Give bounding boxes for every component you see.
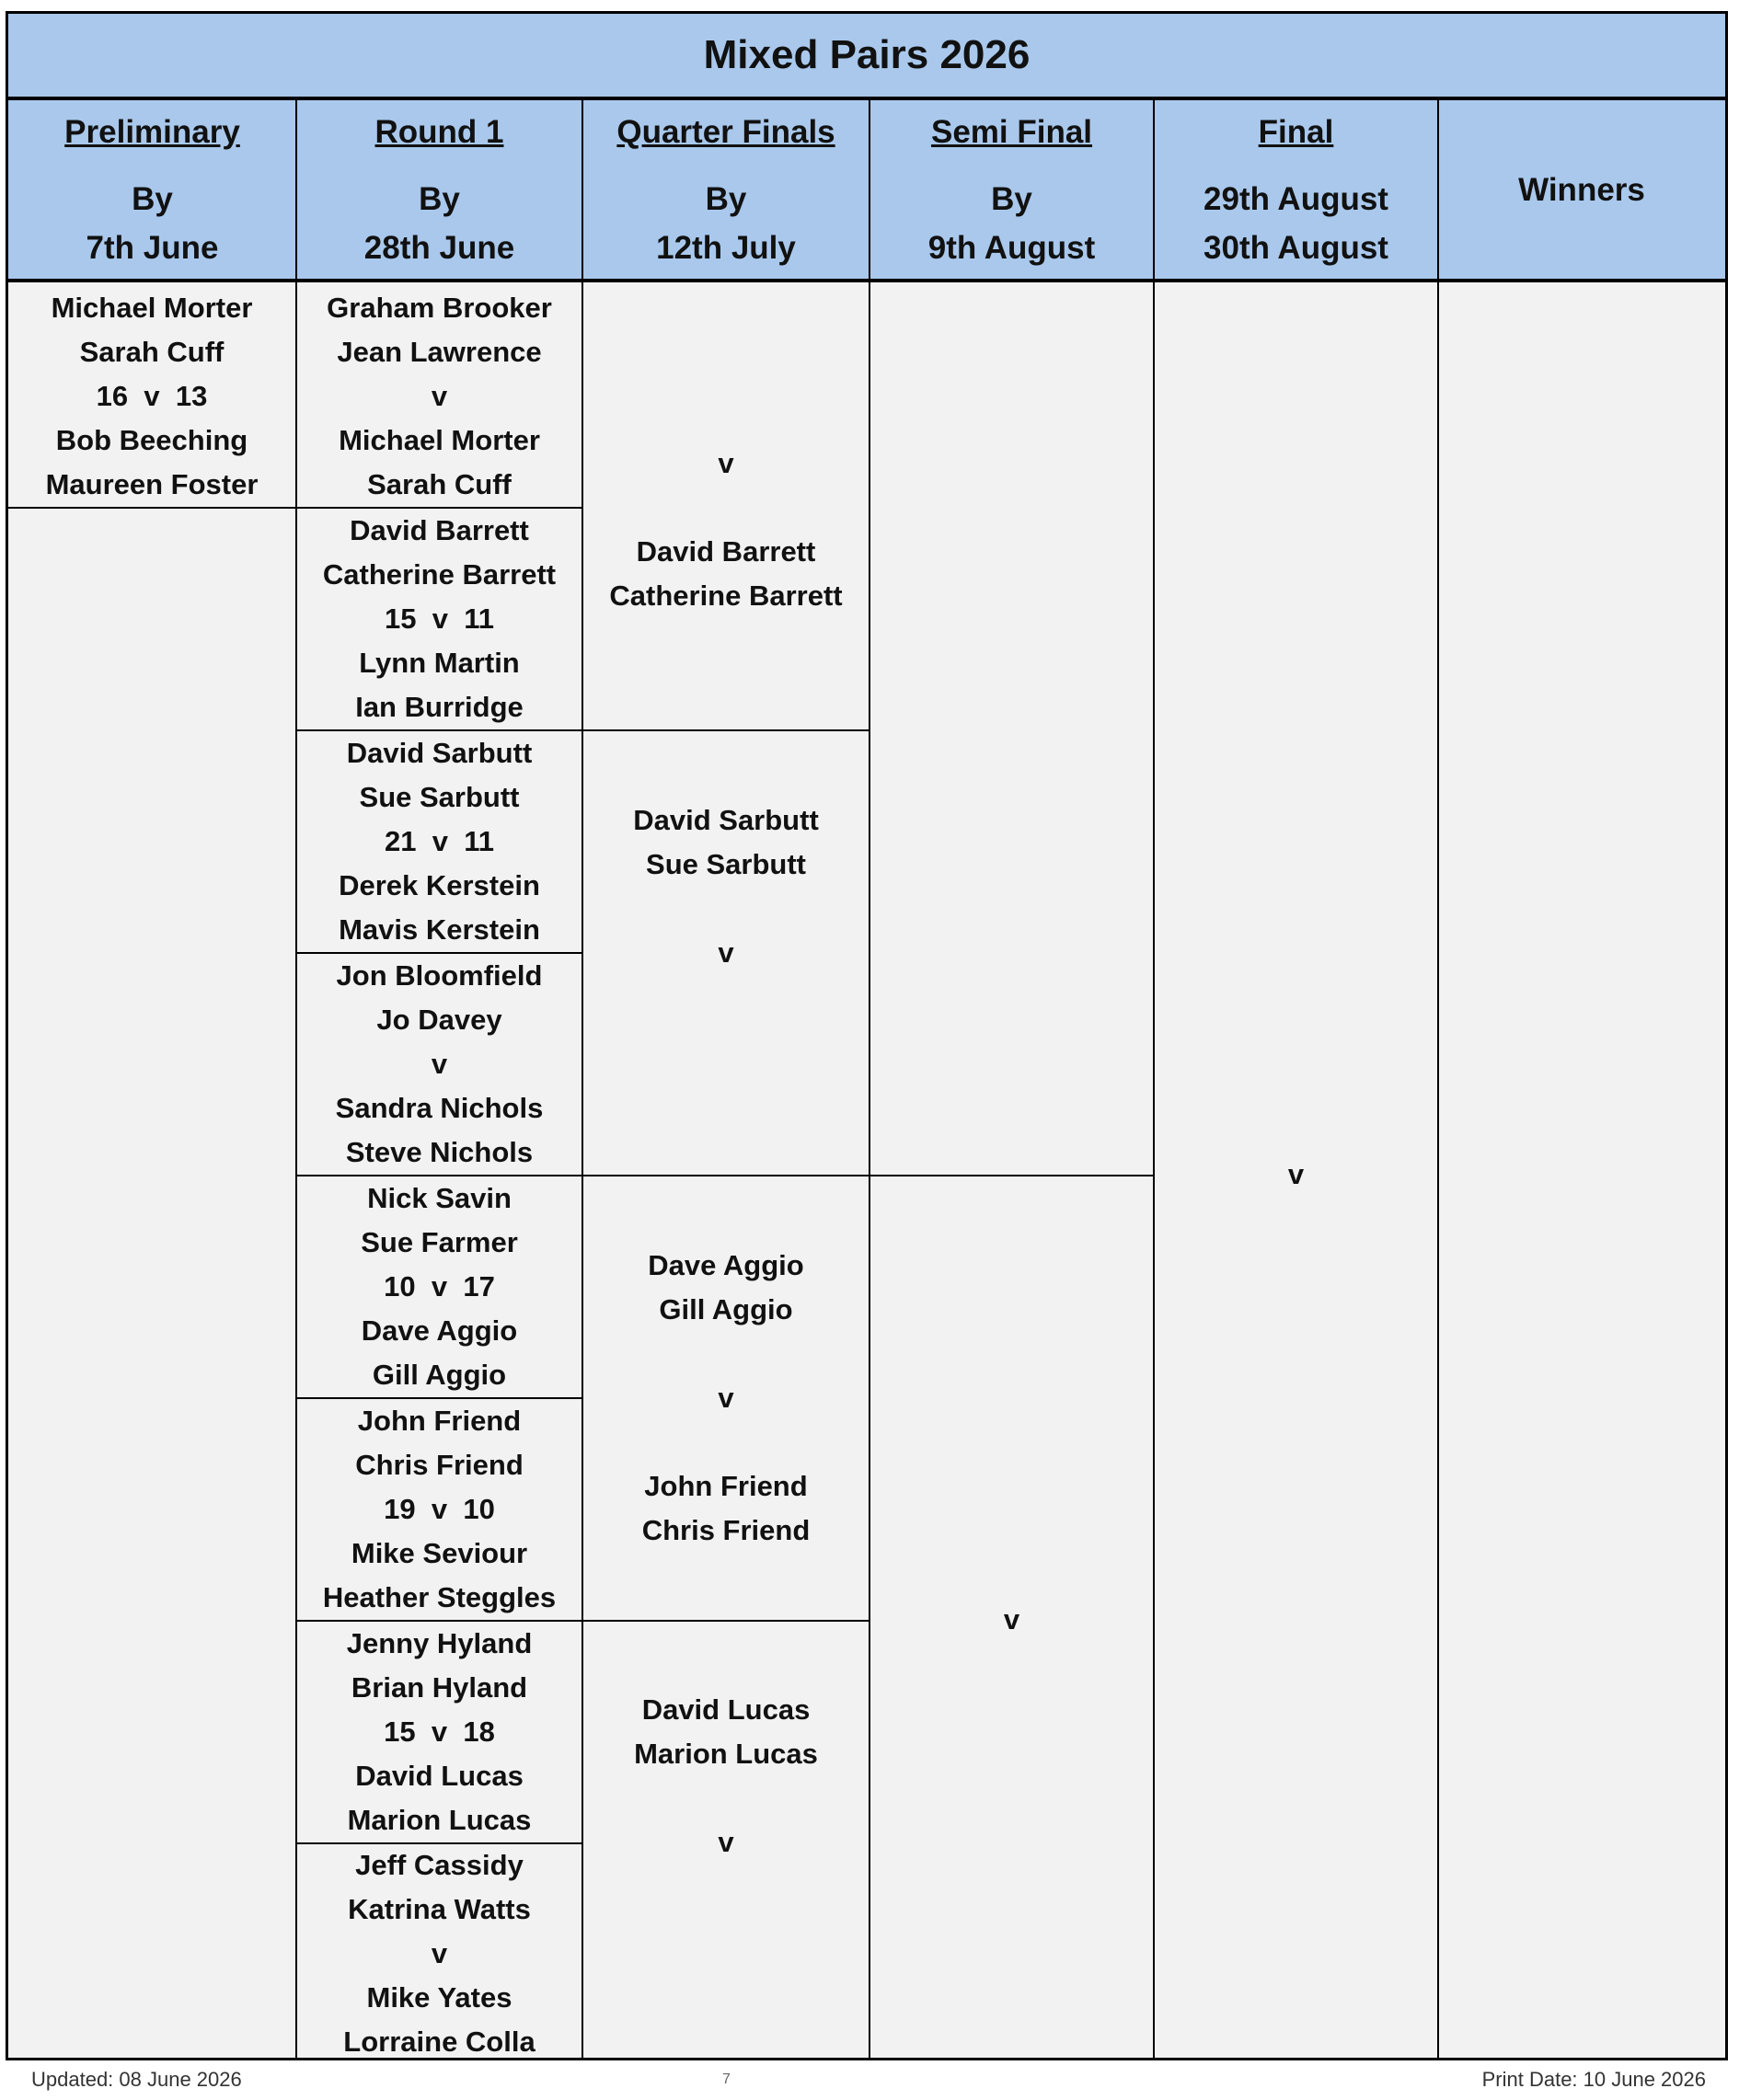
draw-sheet: [6, 11, 1728, 2060]
round1-match: [297, 1176, 582, 1397]
round1-match: [297, 731, 582, 952]
match-score: v: [431, 380, 448, 412]
player-name: Michael Morter: [51, 292, 253, 324]
header-line2: 7th June: [86, 229, 219, 266]
player-name: Sue Sarbutt: [646, 848, 806, 880]
player-name: Lorraine Colla: [343, 2025, 536, 2058]
header-round-name: Round 1: [374, 113, 504, 150]
player-name: Mavis Kerstein: [339, 913, 540, 946]
header-line1: By: [419, 180, 460, 217]
quarter-final-match: [583, 1622, 869, 2063]
player-name: Derek Kerstein: [339, 869, 540, 901]
match-score: v: [431, 1937, 448, 1969]
player-name: Jean Lawrence: [337, 336, 542, 368]
player-name: John Friend: [357, 1405, 522, 1437]
header-round-name: Quarter Finals: [616, 113, 835, 150]
player-name: Steve Nichols: [345, 1136, 534, 1168]
player-name: Sarah Cuff: [367, 468, 512, 500]
player-name: Sue Farmer: [361, 1226, 518, 1258]
header-round-name: Final: [1258, 113, 1334, 150]
match-score: 19 v 10: [384, 1493, 495, 1525]
player-name: Ian Burridge: [355, 691, 524, 723]
semi-final-match: [870, 286, 1153, 1175]
header-preliminary: [8, 100, 296, 282]
header-line2: 12th July: [656, 229, 796, 266]
header-line2: 9th August: [927, 229, 1096, 266]
preliminary-match: [8, 286, 295, 507]
player-name: Jenny Hyland: [346, 1627, 533, 1659]
player-name: Gill Aggio: [659, 1293, 793, 1325]
header-final: [1154, 100, 1438, 282]
winners-cell: [1439, 286, 1725, 2063]
versus-label: v: [1003, 1603, 1020, 1635]
versus-label: v: [718, 1382, 734, 1414]
player-name: David Barrett: [350, 514, 529, 546]
player-name: Sarah Cuff: [79, 336, 225, 368]
sheet-title: Mixed Pairs 2026: [8, 14, 1725, 100]
player-name: Dave Aggio: [648, 1249, 804, 1281]
round1-match: [297, 1844, 582, 2063]
header-round-1: [296, 100, 582, 282]
versus-label: v: [718, 936, 734, 969]
player-name: Catherine Barrett: [609, 580, 843, 612]
player-name: Gill Aggio: [372, 1359, 507, 1391]
header-line1: By: [705, 180, 747, 217]
player-name: Mike Seviour: [351, 1537, 528, 1569]
match-score: 15 v 11: [385, 602, 494, 635]
print-date: Print Date: 10 June 2026: [1481, 2068, 1706, 2091]
header-line1: By: [132, 180, 173, 217]
versus-label: v: [1287, 1158, 1305, 1190]
header-semi-final: [870, 100, 1154, 282]
player-name: Bob Beeching: [55, 424, 248, 456]
player-name: Chris Friend: [355, 1449, 524, 1481]
round1-match: [297, 1399, 582, 1620]
header-line1: 29th August: [1203, 180, 1388, 217]
match-score: 10 v 17: [384, 1270, 495, 1302]
player-name: Dave Aggio: [361, 1314, 518, 1347]
player-name: David Sarbutt: [346, 737, 533, 769]
player-name: Chris Friend: [641, 1514, 811, 1546]
round1-match: [297, 954, 582, 1175]
player-name: Jeff Cassidy: [355, 1849, 524, 1881]
match-score: 21 v 11: [385, 825, 494, 857]
player-name: David Lucas: [641, 1693, 811, 1726]
match-score: 16 v 13: [96, 380, 208, 412]
player-name: David Sarbutt: [633, 804, 819, 836]
updated-date: Updated: 08 June 2026: [31, 2068, 242, 2091]
player-name: Jo Davey: [376, 1004, 502, 1036]
player-name: David Lucas: [355, 1760, 524, 1792]
player-name: Catherine Barrett: [322, 558, 557, 591]
player-name: Lynn Martin: [359, 647, 520, 679]
header-round-name: Semi Final: [930, 113, 1093, 150]
versus-label: v: [718, 1826, 734, 1858]
player-name: Mike Yates: [366, 1981, 512, 2014]
header-round-name: Winners: [1518, 171, 1645, 208]
page-number: 7: [722, 2071, 731, 2087]
header-winners: [1438, 100, 1725, 282]
quarter-final-match: [583, 731, 869, 1175]
player-name: Marion Lucas: [347, 1804, 532, 1836]
header-line1: By: [991, 180, 1032, 217]
player-name: Graham Brooker: [327, 292, 552, 324]
player-name: Heather Steggles: [322, 1581, 557, 1613]
final-match: [1155, 286, 1437, 2063]
match-score: 15 v 18: [384, 1716, 495, 1748]
header-line2: 30th August: [1203, 229, 1388, 266]
player-name: John Friend: [644, 1470, 808, 1502]
round1-match: [297, 1622, 582, 1842]
player-name: Jon Bloomfield: [336, 959, 543, 992]
match-score: v: [431, 1048, 448, 1080]
header-quarter-finals: [582, 100, 870, 282]
header-round-name: Preliminary: [64, 113, 240, 150]
player-name: Sue Sarbutt: [359, 781, 520, 813]
quarter-final-match: [583, 286, 869, 729]
header-line2: 28th June: [363, 229, 515, 266]
round1-match: [297, 286, 582, 507]
player-name: David Barrett: [636, 535, 816, 568]
match-divider: [8, 507, 296, 509]
player-name: Michael Morter: [339, 424, 540, 456]
player-name: Nick Savin: [367, 1182, 512, 1214]
player-name: Marion Lucas: [634, 1738, 818, 1770]
player-name: Katrina Watts: [348, 1893, 531, 1925]
quarter-final-match: [583, 1176, 869, 1620]
semi-final-match: [870, 1176, 1153, 2063]
player-name: Maureen Foster: [45, 468, 259, 500]
round1-match: [297, 509, 582, 729]
player-name: Brian Hyland: [351, 1671, 528, 1704]
versus-label: v: [718, 447, 734, 479]
player-name: Sandra Nichols: [335, 1092, 544, 1124]
